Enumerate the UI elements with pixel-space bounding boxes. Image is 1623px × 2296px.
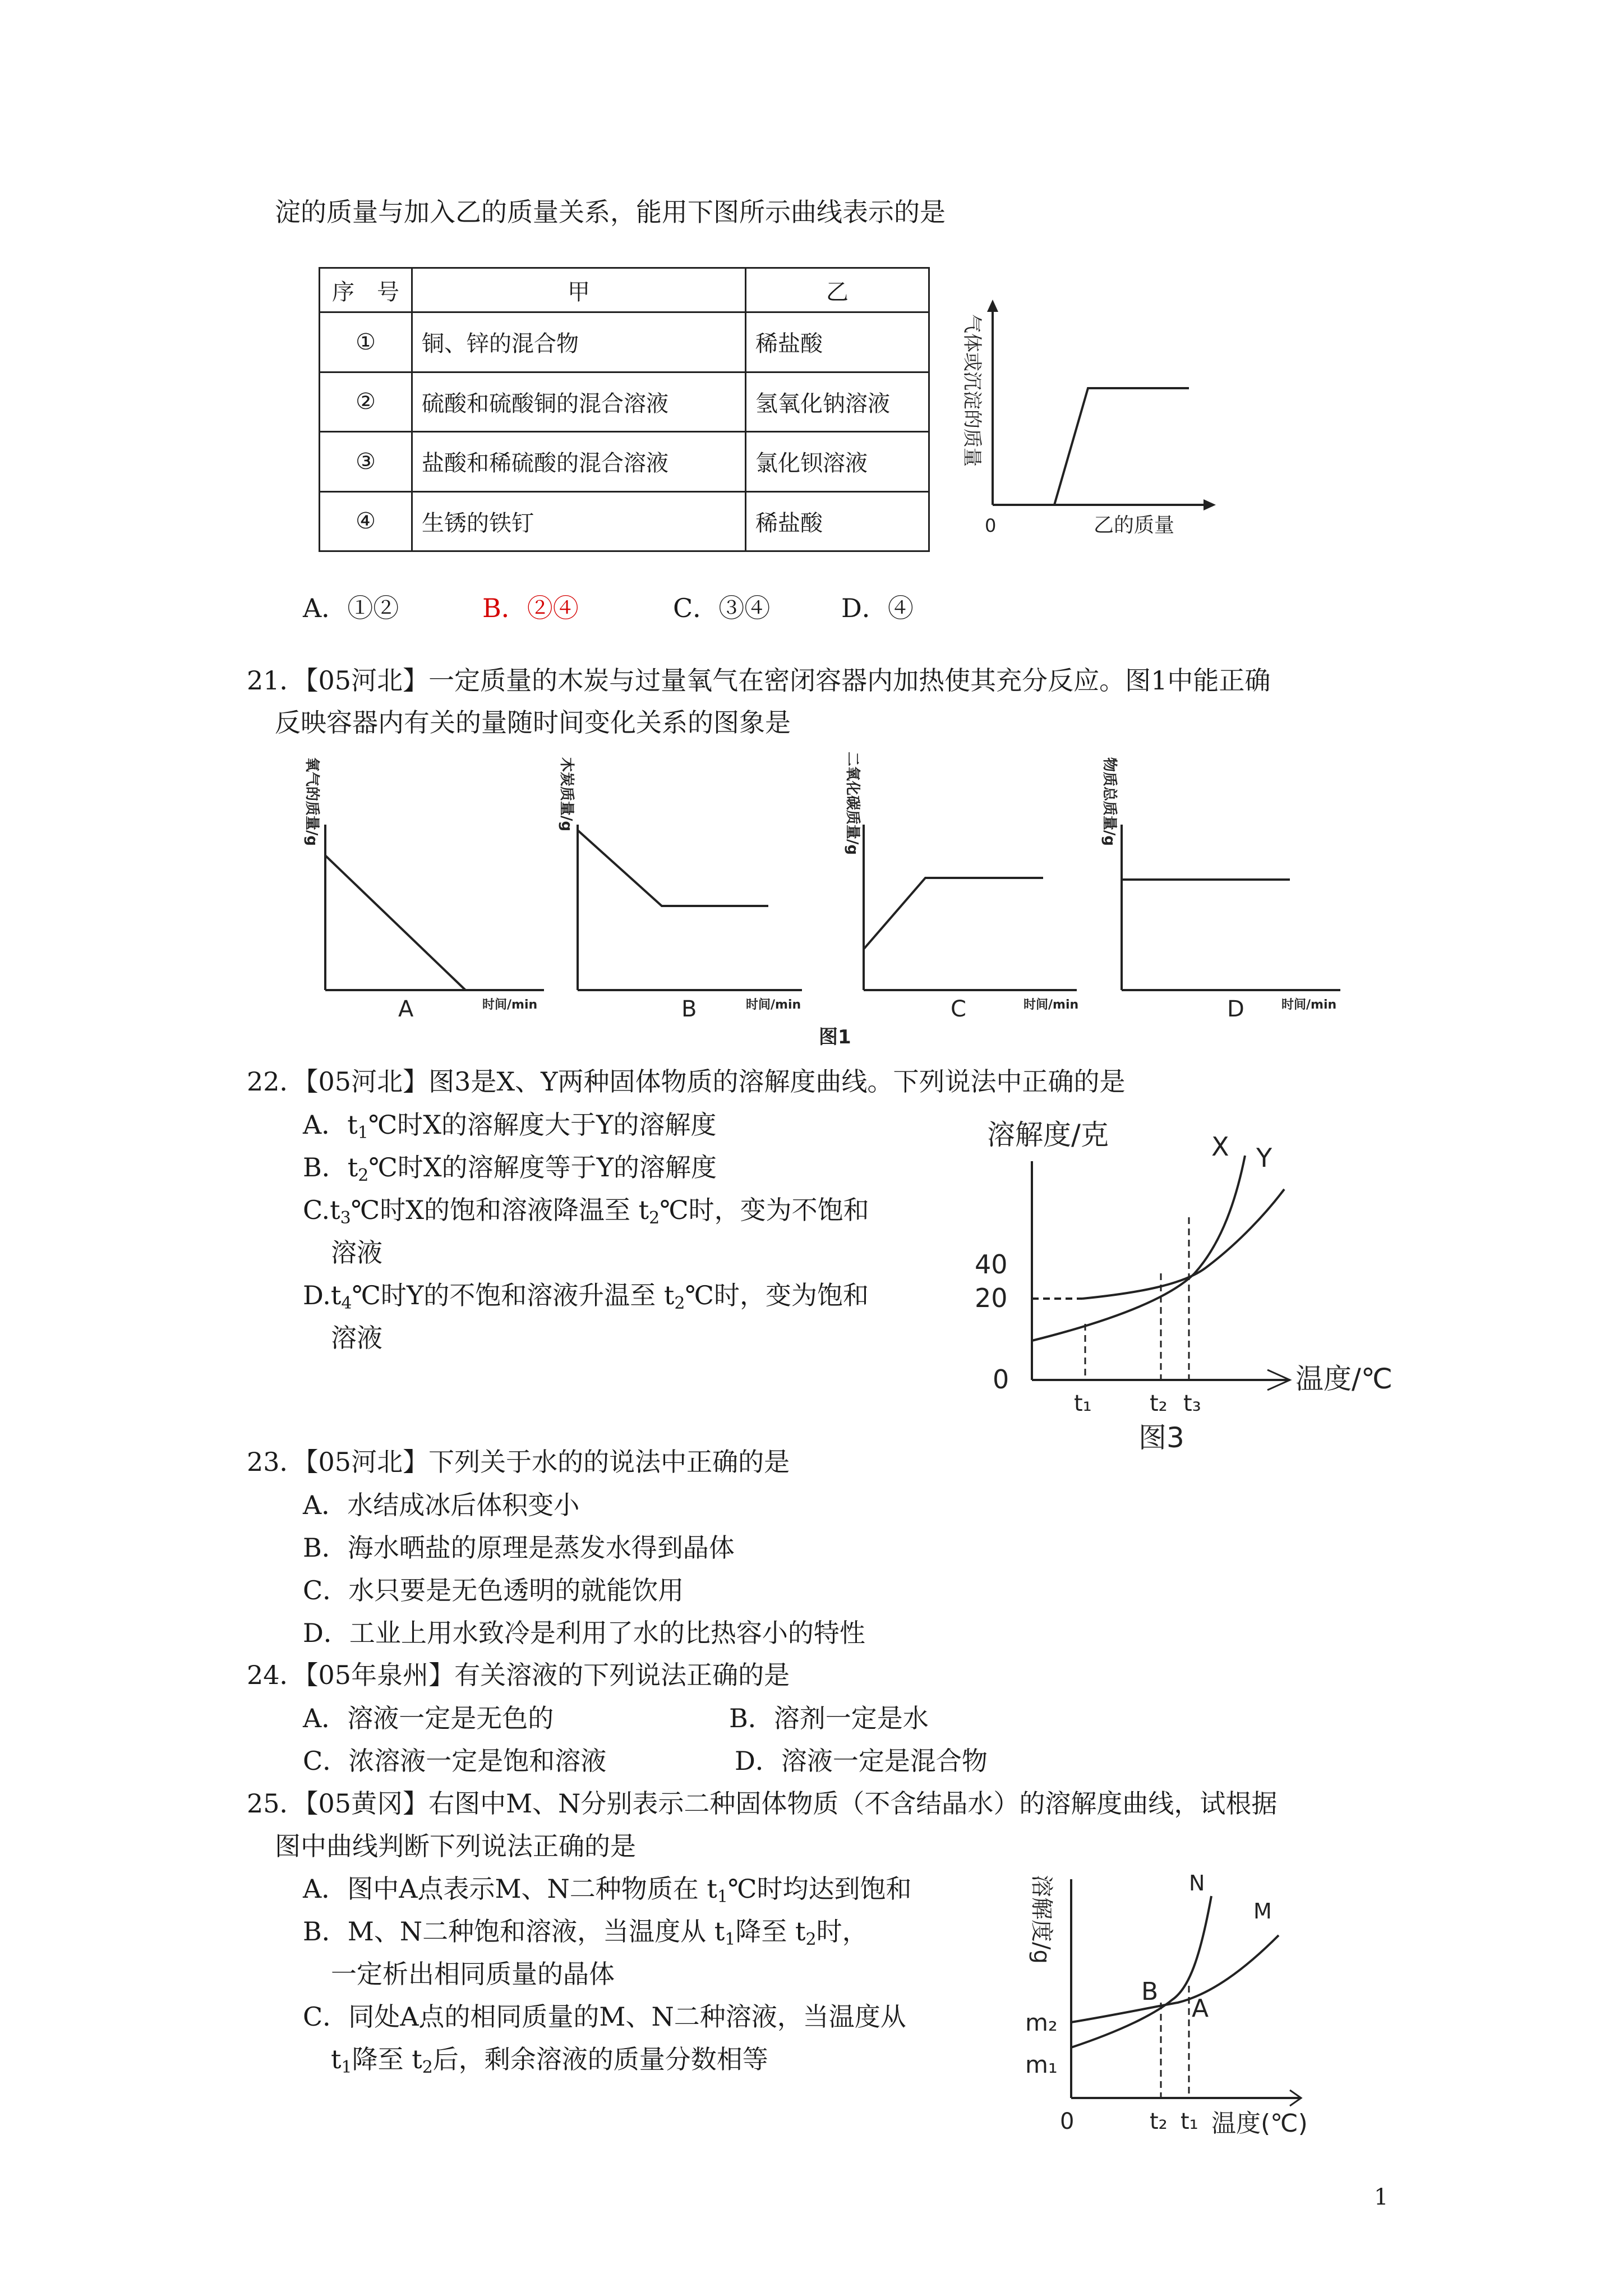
- q25-a-point: A: [1192, 1994, 1209, 2023]
- table-row: [320, 372, 929, 432]
- q21-b-xlabel: 时间/min: [746, 998, 801, 1012]
- q25-m2: m₂: [1025, 2009, 1058, 2036]
- row-jia: 盐酸和稀硫酸的混合溶液: [412, 432, 746, 492]
- q23-option-c: C．水只要是无色透明的就能饮用: [303, 1575, 684, 1605]
- q21-b-letter: B: [681, 996, 697, 1022]
- q21-graph-c: [819, 752, 1079, 1048]
- table-row: [320, 312, 929, 372]
- q23-option-b: B．海水晒盐的原理是蒸发水得到晶体: [303, 1533, 735, 1563]
- q22-t1: t₁: [1074, 1391, 1092, 1416]
- q20-origin: 0: [985, 515, 997, 536]
- q25-option-a: A．图中A点表示M、N二种物质在 $t_1℃$时均达到饱和: [303, 1874, 912, 1907]
- q21-c-letter: C: [951, 996, 966, 1022]
- row-jia: 生锈的铁钉: [412, 491, 746, 551]
- q25-origin: 0: [1060, 2109, 1075, 2134]
- q21-graph-a: [297, 752, 550, 1021]
- q20-option-c: C．③④: [673, 593, 771, 623]
- q21-graph-b: [555, 752, 808, 1021]
- page-number: 1: [1374, 2184, 1389, 2210]
- q20-option-d: D．④: [841, 593, 914, 623]
- q21-a-ylabel: 氧气的质量/g: [303, 757, 320, 846]
- q21-graph-d: [1088, 752, 1346, 1021]
- q25-option-b-cont: 一定析出相同质量的晶体: [331, 1959, 615, 1989]
- q22-xlabel: 温度/℃: [1295, 1363, 1393, 1395]
- q20-option-a: A．①②: [303, 593, 399, 623]
- q21-d-letter: D: [1227, 996, 1244, 1022]
- q25-b-point: B: [1141, 1977, 1159, 2006]
- q25-xlabel: 温度(℃): [1211, 2109, 1308, 2138]
- q25-t2: t₂: [1150, 2109, 1168, 2134]
- row-no: ④: [320, 491, 412, 551]
- row-yi: 氢氧化钠溶液: [746, 372, 929, 432]
- q22-option-d: $D.t_4℃$时Y的不饱和溶液升温至 $t_2℃$时，变为饱和: [303, 1280, 869, 1313]
- q21-a-letter: A: [398, 996, 414, 1022]
- q25-graph: [1009, 1862, 1357, 2154]
- row-yi: 稀盐酸: [746, 491, 929, 551]
- q24-option-c: C．浓溶液一定是饱和溶液: [303, 1746, 607, 1776]
- q22-y-curve: Y: [1256, 1143, 1272, 1173]
- q22-option-b: B．$t_2℃$时X的溶解度等于Y的溶解度: [303, 1152, 717, 1185]
- q25-option-c-cont: $t_1$降至 $t_2$后，剩余溶液的质量分数相等: [331, 2044, 768, 2077]
- q24-option-b: B．溶剂一定是水: [729, 1703, 929, 1733]
- q22-x-curve: X: [1211, 1131, 1229, 1162]
- q22-y40: 40: [975, 1249, 1008, 1280]
- q22-origin: 0: [993, 1364, 1009, 1395]
- q20-graph: [942, 292, 1223, 550]
- header-yi: 乙: [746, 268, 929, 312]
- q22-stem: 22．【05河北】图3是X、Y两种固体物质的溶解度曲线。下列说法中正确的是: [247, 1066, 1126, 1097]
- q21-d-xlabel: 时间/min: [1281, 998, 1337, 1012]
- q20-table: [319, 267, 930, 552]
- q20-ylabel: 气体或沉淀的质量: [961, 314, 983, 467]
- q22-option-d-cont: 溶液: [331, 1323, 382, 1353]
- q22-option-a: A．$t_1℃$时X的溶解度大于Y的溶解度: [303, 1110, 717, 1143]
- q21-d-ylabel: 物质总质量/g: [1101, 757, 1118, 846]
- row-jia: 铜、锌的混合物: [412, 312, 746, 372]
- q23-option-a: A．水结成冰后体积变小: [303, 1490, 580, 1520]
- q22-ylabel: 溶解度/克: [987, 1119, 1109, 1151]
- q23-option-d: D．工业上用水致冷是利用了水的比热容小的特性: [303, 1618, 865, 1648]
- q21-a-xlabel: 时间/min: [482, 998, 538, 1012]
- q25-ylabel: 溶解度/g: [1029, 1875, 1054, 1964]
- q21-c-ylabel: 二氧化碳质量/g: [844, 752, 861, 855]
- row-no: ①: [320, 312, 412, 372]
- intro-line: 淀的质量与加入乙的质量关系，能用下图所示曲线表示的是: [275, 197, 946, 227]
- row-yi: 氯化钡溶液: [746, 432, 929, 492]
- q21-line2: 反映容器内有关的量随时间变化关系的图象是: [275, 707, 791, 738]
- table-row: [320, 491, 929, 551]
- q24-option-a: A．溶液一定是无色的: [303, 1703, 554, 1733]
- q21-c-xlabel: 时间/min: [1023, 998, 1079, 1012]
- q22-t3: t₃: [1183, 1391, 1201, 1416]
- q20-option-b: B．②④: [482, 593, 579, 623]
- row-no: ③: [320, 432, 412, 492]
- q22-t2: t₂: [1150, 1391, 1168, 1416]
- q25-line2: 图中曲线判断下列说法正确的是: [275, 1831, 636, 1861]
- q25-m-curve: M: [1253, 1899, 1272, 1924]
- header-no: 序 号: [320, 268, 412, 312]
- q25-option-c: C．同处A点的相同质量的M、N二种溶液，当温度从: [303, 2001, 906, 2032]
- q25-option-b: B．M、N二种饱和溶液，当温度从 $t_1$降至 $t_2$时，: [303, 1916, 868, 1949]
- fig3-caption: 图3: [1138, 1421, 1184, 1454]
- q22-y20: 20: [975, 1283, 1008, 1313]
- q24-stem: 24．【05年泉州】有关溶液的下列说法正确的是: [247, 1660, 790, 1690]
- q24-option-d: D．溶液一定是混合物: [735, 1746, 988, 1776]
- q25-m1: m₁: [1025, 2051, 1058, 2078]
- q25-line1: 25．【05黄冈】右图中M、N分别表示二种固体物质（不含结晶水）的溶解度曲线，试根据: [247, 1788, 1278, 1819]
- row-no: ②: [320, 372, 412, 432]
- q25-n-curve: N: [1189, 1871, 1205, 1895]
- q22-option-c: $C.t_3℃$时X的饱和溶液降温至 $t_2℃$时，变为不饱和: [303, 1195, 869, 1228]
- table-row: [320, 432, 929, 492]
- row-yi: 稀盐酸: [746, 312, 929, 372]
- header-jia: 甲: [412, 268, 746, 312]
- q21-line1: 21．【05河北】一定质量的木炭与过量氧气在密闭容器内加热使其充分反应。图1中能正确: [247, 665, 1271, 696]
- table-header-row: [320, 268, 929, 312]
- row-jia: 硫酸和硫酸铜的混合溶液: [412, 372, 746, 432]
- q20-xlabel: 乙的质量: [1094, 514, 1175, 537]
- q25-t1: t₁: [1181, 2109, 1198, 2134]
- fig1-caption: 图1: [819, 1026, 851, 1048]
- q22-graph: [953, 1111, 1424, 1470]
- q21-b-ylabel: 木炭质量/g: [558, 757, 575, 832]
- q22-option-c-cont: 溶液: [331, 1237, 382, 1268]
- q23-stem: 23．【05河北】下列关于水的的说法中正确的是: [247, 1447, 790, 1477]
